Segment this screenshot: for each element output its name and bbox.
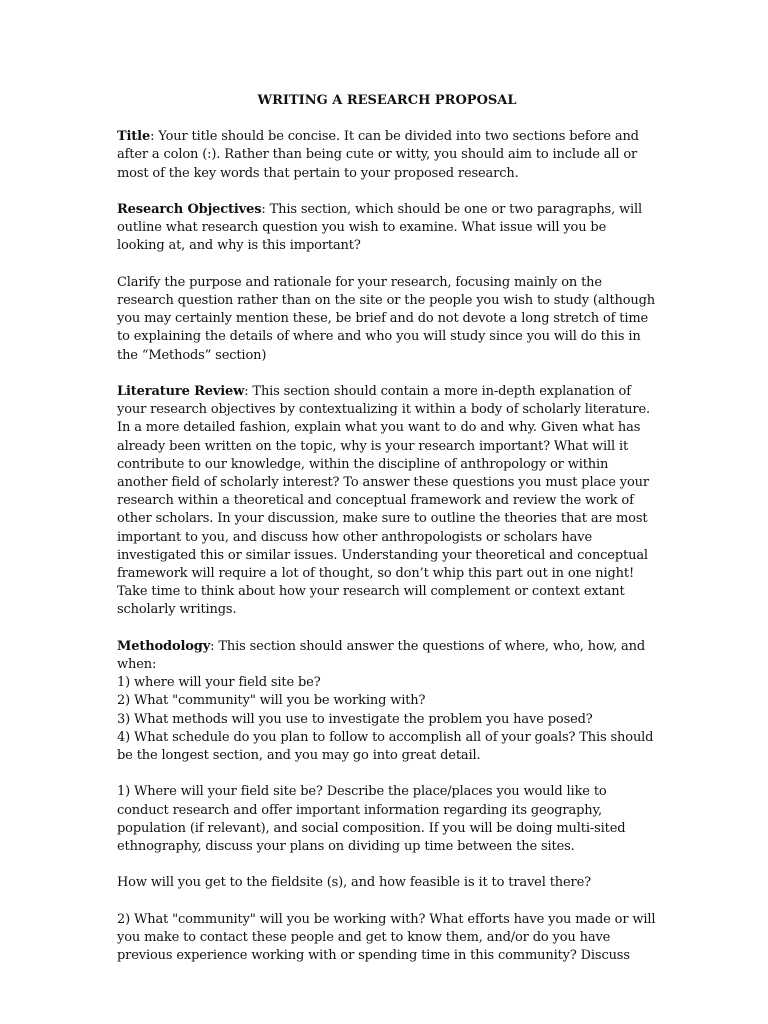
literature-paragraph [117, 383, 657, 583]
objectives-heading: Research Objectives [117, 202, 262, 217]
paragraph-gap [117, 256, 657, 274]
methodology-item: 4) What schedule do you plan to follow to accomplish all of your goals? This should be the longest section, and you may go into great detail. [117, 729, 654, 764]
paragraph-gap [117, 856, 657, 874]
clarify-paragraph: Clarify the purpose and rationale for your research, focusing mainly on the research question rather than on the site or the people you wish to study (although you may certainly mention these, be brief and do not devote a long stretch of time to explaining the details of where and who you will study since you will do this in the “Methods” section) [117, 274, 656, 363]
methodology-item: 2) What "community" will you be working with? [117, 693, 426, 709]
paragraph-gap [117, 365, 657, 383]
paragraph-gap [117, 765, 657, 783]
literature-heading: Literature Review [117, 384, 245, 399]
methodology-item: 3) What methods will you use to investigate the problem you have posed? [117, 711, 593, 727]
methodology-text: : This section should answer the questions of where, who, how, and when: [117, 638, 646, 673]
literature-text: : This section should contain a more in-depth explanation of your research objectives by contextualizing it within a body of scholarly literature. In a more detailed fashion, explain what you want to do and why. Given what has already been written on the topic, why is your research important? What will it contribute to our knowledge, within the discipline of anthropology or within another field of scholarly interest? To answer these questions you must place your research within a theoretical and conceptual framework and review the work of other scholars. In your discussion, make sure to outline the theories that are most important to you, and discuss how other anthropologists or scholars have investigated this or similar issues. Understanding your theoretical and conceptual framework will require a lot of thought, so don’t whip this part out in one night! [117, 384, 650, 582]
travel-paragraph: How will you get to the fieldsite (s), and how feasible is it to travel there? [117, 875, 591, 891]
title-text: : Your title should be concise. It can be divided into two sections before and after a colon (:). Rather than being cute or witty, you should aim to include all or most of the key words that pertain to your proposed research. [117, 129, 639, 181]
document-title: WRITING A RESEARCH PROPOSAL [257, 93, 517, 108]
methodology-heading: Methodology [117, 638, 211, 654]
title-paragraph [117, 128, 657, 183]
methodology-paragraph [117, 638, 657, 674]
objectives-paragraph [117, 201, 657, 256]
paragraph-gap [117, 183, 657, 201]
paragraph-gap [117, 620, 657, 638]
document-body [117, 92, 657, 965]
title-heading: Title [117, 129, 151, 145]
fieldsite-paragraph: 1) Where will your field site be? Describe the place/places you would like to conduct research and offer important information regarding its geography, population (if relevant), and social composition. If you will be doing multi-sited ethnography, discuss your plans on dividing up time between the sites. [117, 784, 626, 855]
objectives-text: : This section, which should be one or two paragraphs, will outline what research question you wish to examine. What issue will you be looking at, and why is this important? [117, 202, 643, 254]
paragraph-gap [117, 893, 657, 911]
methodology-item: 1) where will your field site be? [117, 675, 321, 691]
community-paragraph: 2) What "community" will you be working with? What efforts have you made or will you make to contact these people and get to know them, and/or do you have previous experience working with or spending time in this community? Discuss [117, 911, 656, 964]
literature-extra: Take time to think about how your research will complement or context extant scholarly writings. [117, 584, 625, 618]
